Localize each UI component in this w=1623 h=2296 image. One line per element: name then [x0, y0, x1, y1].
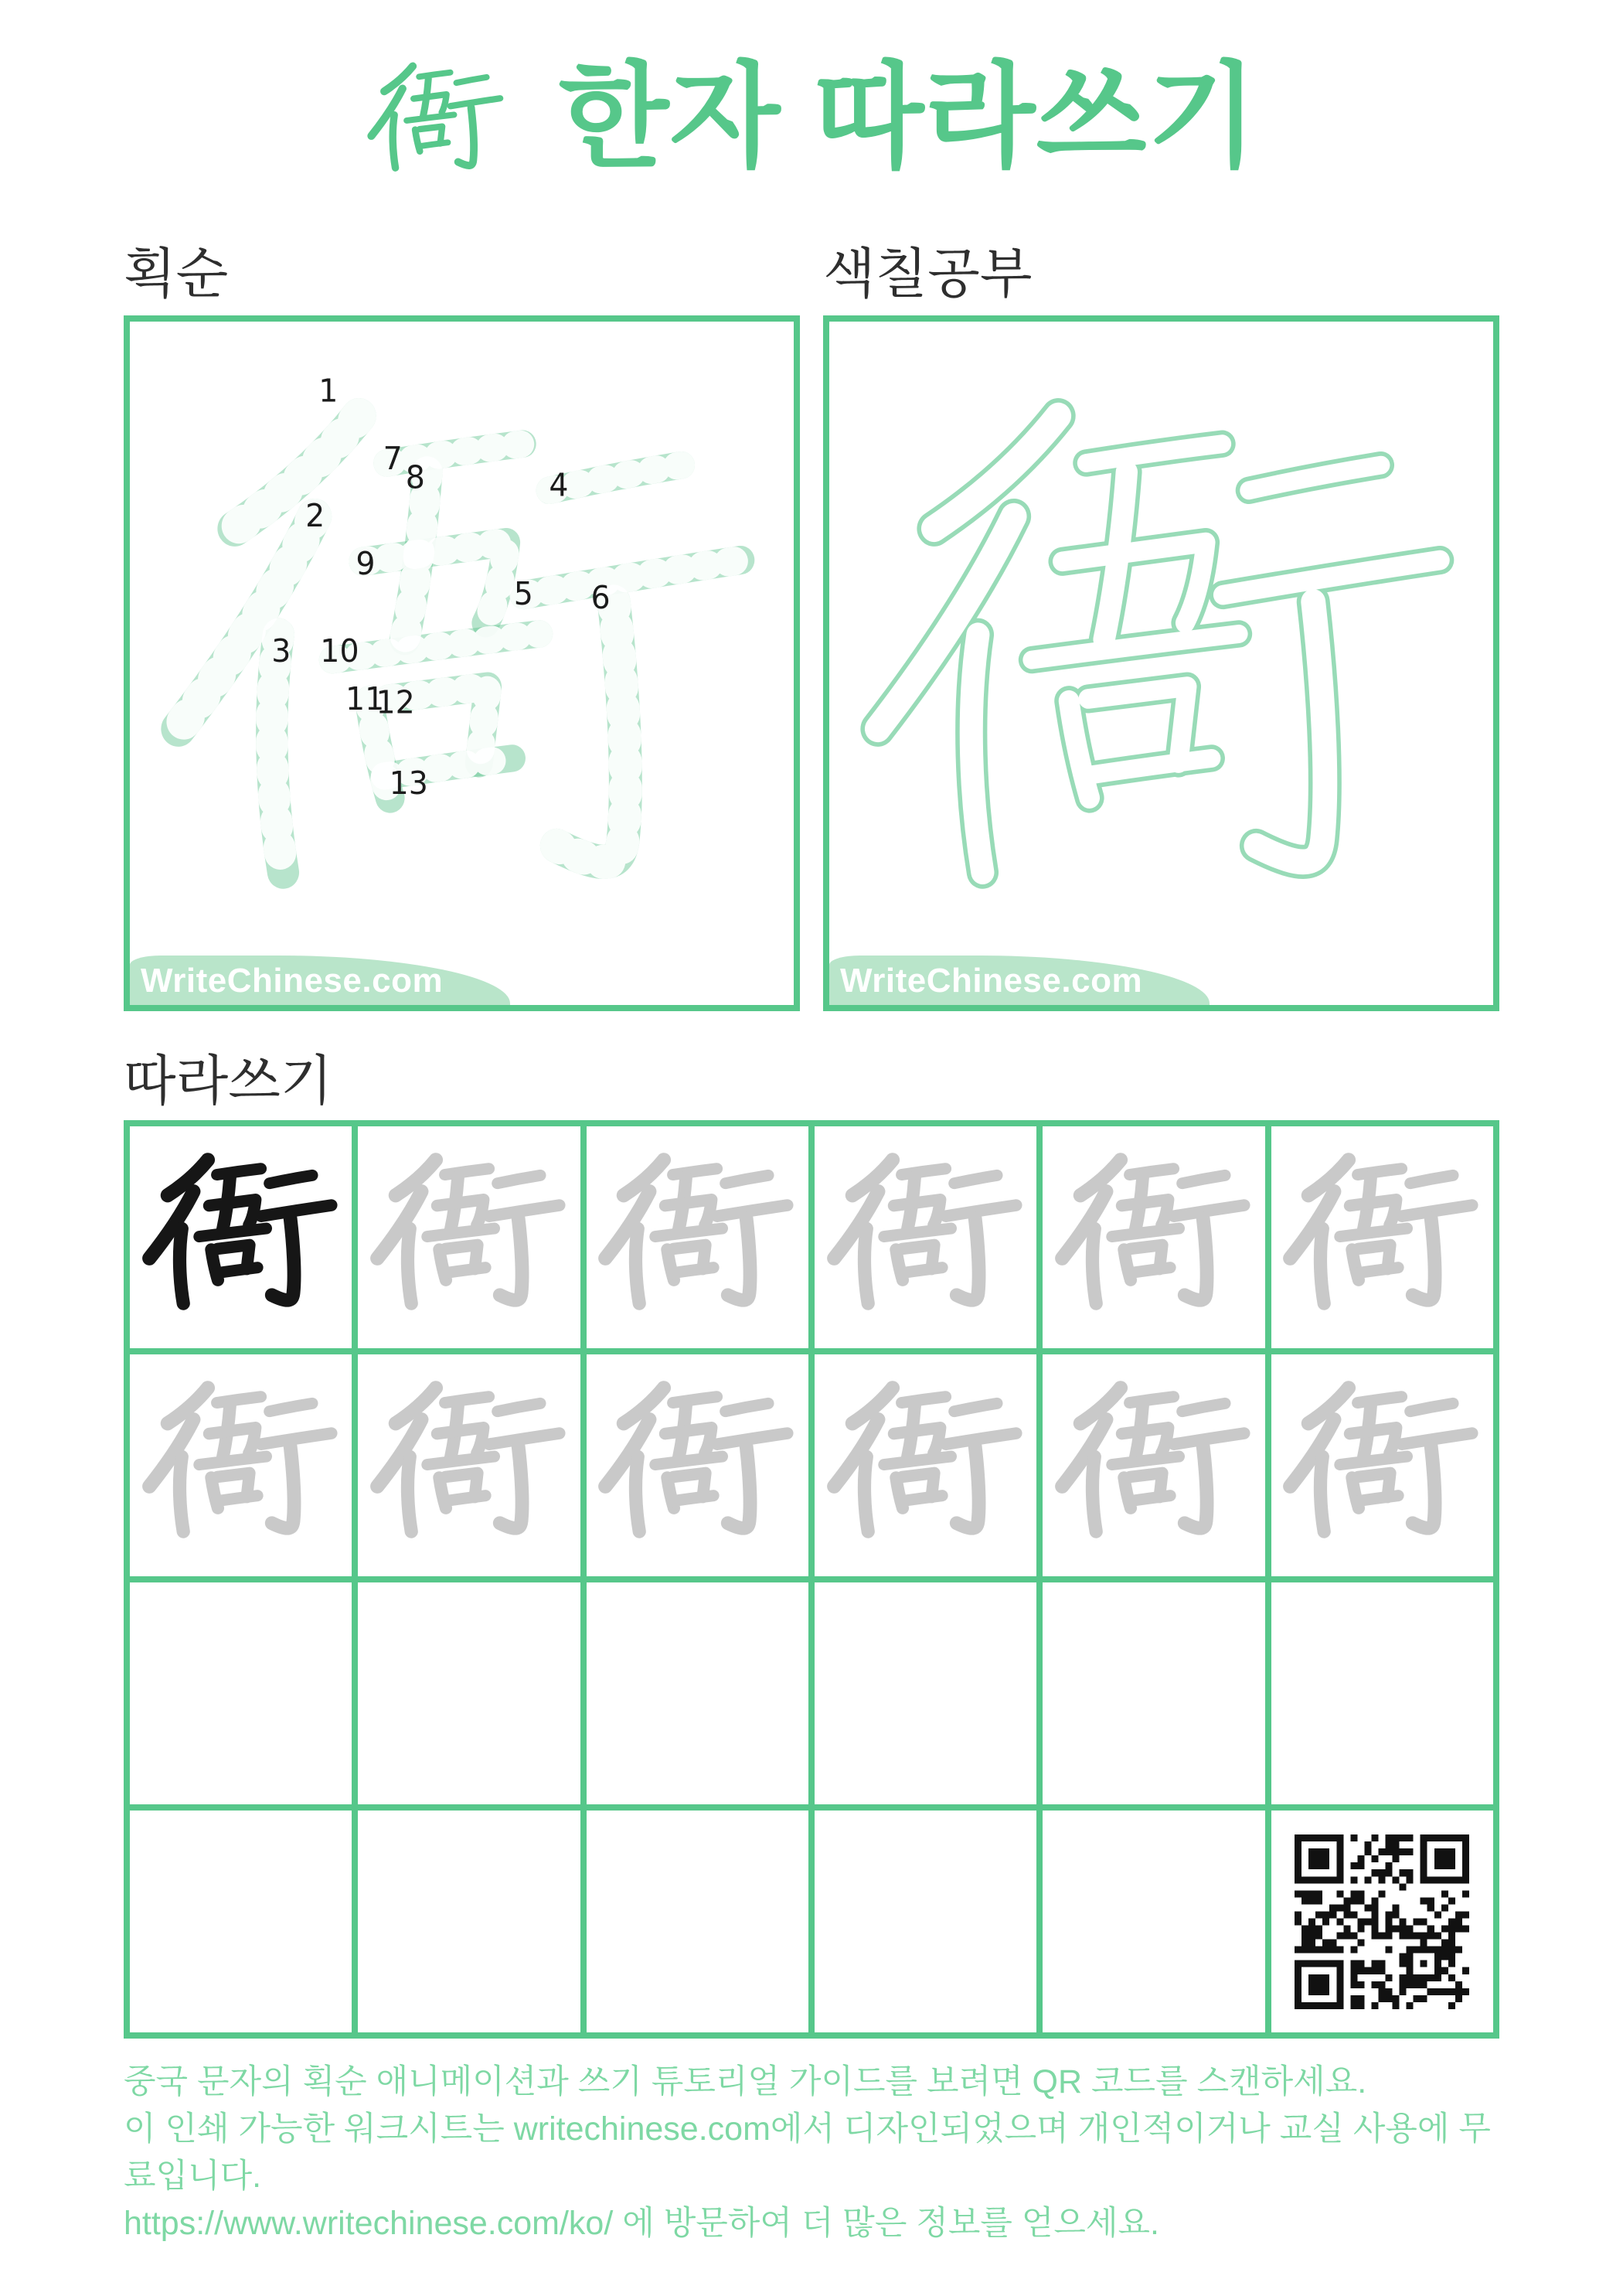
- grid-cell-trace: [1271, 1354, 1493, 1576]
- grid-cell-empty: [130, 1811, 352, 2032]
- stroke-order-label: 획순: [124, 244, 229, 304]
- svg-text:6: 6: [590, 580, 611, 616]
- svg-text:12: 12: [376, 684, 415, 721]
- title-hanzi-glyph: [365, 52, 508, 183]
- watermark-text: WriteChinese.com: [141, 961, 444, 1000]
- svg-text:1: 1: [318, 373, 339, 409]
- page-title-text: 한자 따라쓰기: [558, 53, 1259, 181]
- svg-text:10: 10: [320, 633, 359, 669]
- grid-cell-empty: [1043, 1811, 1264, 2032]
- grid-cell-empty: [587, 1582, 808, 1804]
- grid-cell-trace: [1271, 1126, 1493, 1348]
- grid-cell-empty: [587, 1811, 808, 2032]
- grid-cell-empty: [815, 1811, 1036, 2032]
- grid-cell-trace: [358, 1126, 580, 1348]
- grid-cell-qr: [1271, 1811, 1493, 2032]
- svg-text:5: 5: [513, 575, 533, 612]
- grid-cell-trace: [587, 1126, 808, 1348]
- footer: [124, 2059, 1499, 2247]
- grid-cell-trace: [1043, 1126, 1264, 1348]
- footer-line-qr-hint: 중국 문자의 획순 애니메이션과 쓰기 튜토리얼 가이드를 보려면 QR 코드를 스캔하세요.: [124, 2063, 1367, 2100]
- svg-text:7: 7: [383, 440, 403, 477]
- svg-text:3: 3: [271, 633, 291, 669]
- grid-cell-trace: [815, 1126, 1036, 1348]
- grid-cell-empty: [358, 1582, 580, 1804]
- coloring-character: [829, 322, 1493, 1005]
- practice-grid: [124, 1120, 1499, 2039]
- coloring-box: [823, 315, 1499, 1011]
- svg-text:9: 9: [356, 545, 376, 582]
- coloring-column: [823, 246, 1499, 1011]
- grid-cell-black: [130, 1126, 352, 1348]
- svg-text:13: 13: [389, 765, 428, 802]
- stroke-order-box: [124, 315, 800, 1011]
- grid-cell-trace: [815, 1354, 1036, 1576]
- page-title: [0, 0, 1623, 186]
- grid-cell-empty: [130, 1582, 352, 1804]
- svg-text:2: 2: [305, 498, 325, 534]
- watermark-text: WriteChinese.com: [840, 961, 1143, 1000]
- grid-cell-trace: [1043, 1354, 1264, 1576]
- coloring-label: 색칠공부: [823, 244, 1033, 304]
- svg-text:4: 4: [549, 467, 569, 503]
- grid-cell-empty: [358, 1811, 580, 2032]
- grid-cell-trace: [130, 1354, 352, 1576]
- footer-line-url: https://www.writechinese.com/ko/ 에 방문하여 더 많은 정보를 얻으세요.: [124, 2205, 1159, 2242]
- qr-code: [1288, 1828, 1475, 2015]
- grid-cell-empty: [815, 1582, 1036, 1804]
- grid-cell-trace: [358, 1354, 580, 1576]
- tracing-label: 따라쓰기: [124, 1050, 333, 1111]
- example-boxes-row: [0, 246, 1623, 1011]
- footer-line-license: 이 인쇄 가능한 워크시트는 writechinese.com에서 디자인되었으며 개인적이거나 교실 사용에 무료입니다.: [124, 2110, 1491, 2195]
- grid-cell-empty: [1043, 1582, 1264, 1804]
- svg-text:11: 11: [345, 681, 385, 717]
- grid-cell-empty: [1271, 1582, 1493, 1804]
- svg-text:8: 8: [405, 459, 425, 496]
- grid-cell-trace: [587, 1354, 808, 1576]
- stroke-order-character: [130, 322, 794, 1005]
- stroke-order-column: [124, 246, 800, 1011]
